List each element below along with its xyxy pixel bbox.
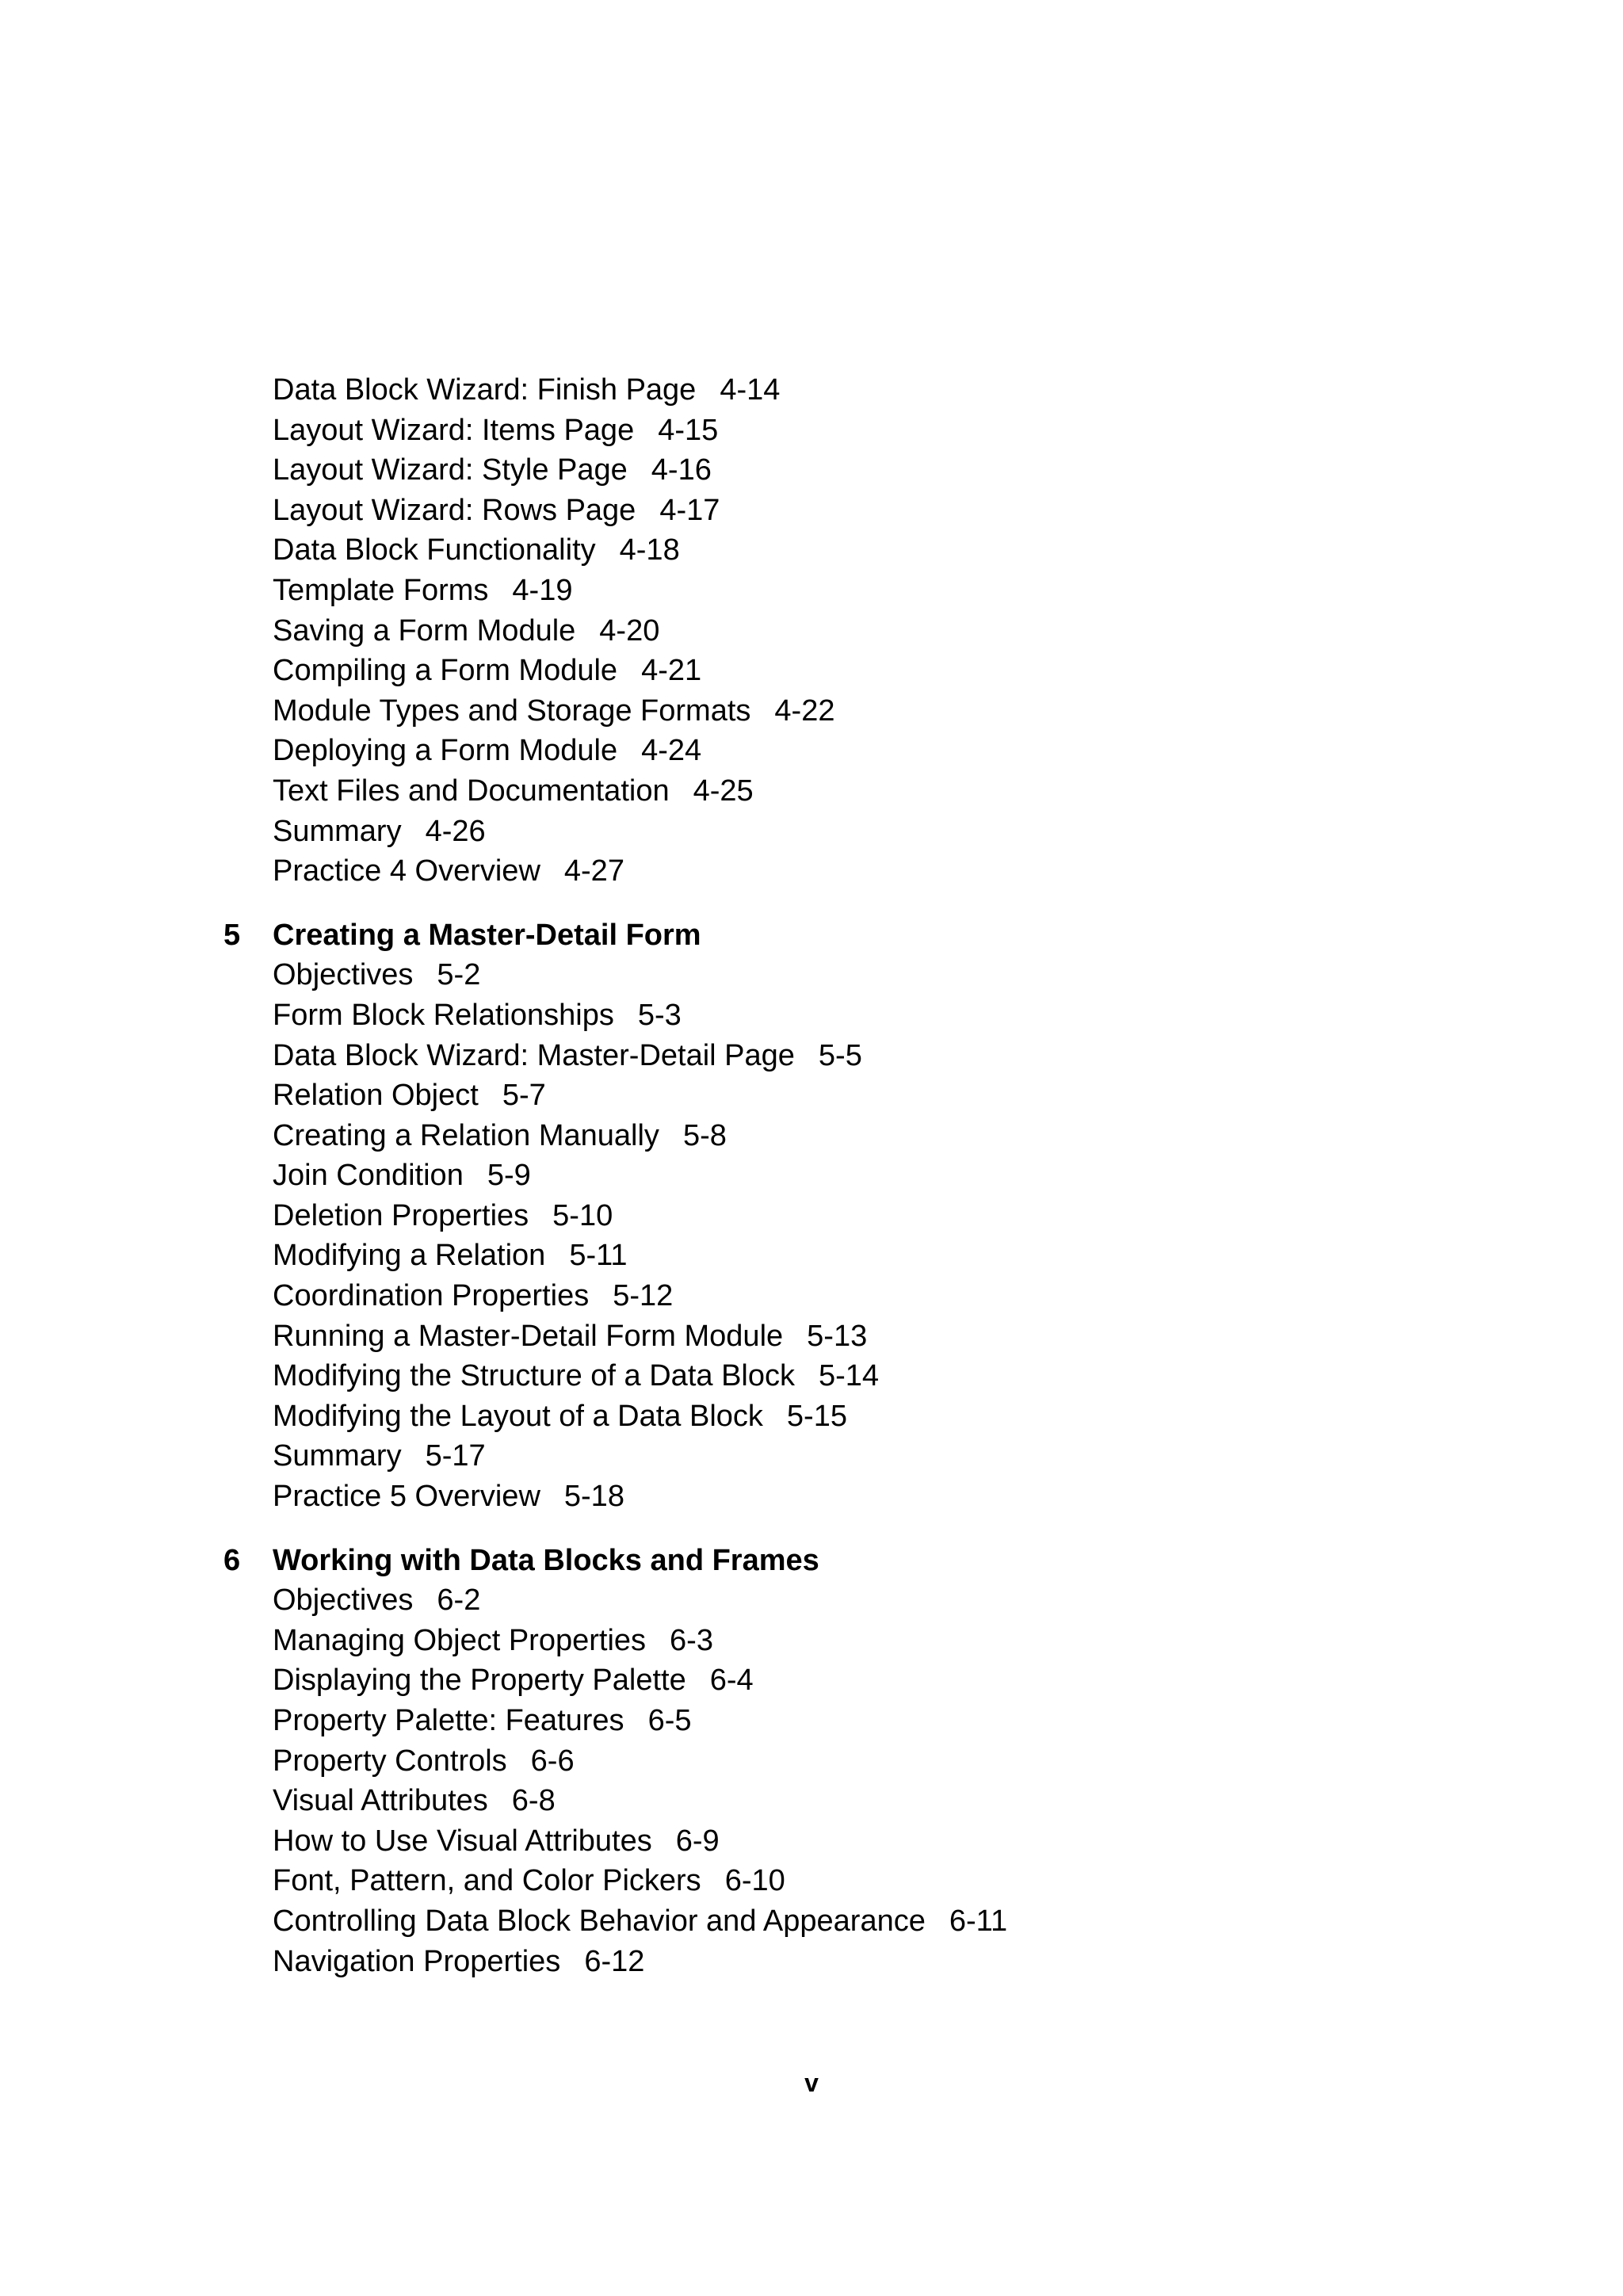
toc-entry-title: Displaying the Property Palette xyxy=(273,1664,686,1698)
toc-entry-text xyxy=(273,1781,556,1821)
toc-entry-title: Modifying the Layout of a Data Block xyxy=(273,1399,763,1433)
toc-entry-title: Data Block Functionality xyxy=(273,533,596,567)
toc-entry-text xyxy=(273,1356,879,1396)
toc-entry-text xyxy=(273,1861,785,1901)
chapter-title: Creating a Master-Detail Form xyxy=(273,918,701,952)
toc-entry[interactable] xyxy=(223,571,1412,611)
toc-entry-title: Creating a Relation Manually xyxy=(273,1118,659,1152)
toc-entry[interactable] xyxy=(223,1701,1412,1741)
toc-entry-page: 4-18 xyxy=(619,533,680,567)
toc-entry[interactable] xyxy=(223,1477,1412,1517)
toc-entry-title: Objectives xyxy=(273,958,414,992)
toc-entry-page: 5-15 xyxy=(786,1399,847,1433)
toc-entry-text xyxy=(273,530,680,571)
toc-entry[interactable] xyxy=(223,411,1412,451)
chapter-number: 6 xyxy=(223,1543,241,1577)
toc-entry-page: 4-16 xyxy=(651,453,712,487)
toc-entry-text xyxy=(273,1660,754,1701)
toc-entry[interactable] xyxy=(223,1356,1412,1396)
toc-entry-title: Coordination Properties xyxy=(273,1279,590,1313)
toc-entry-page: 6-5 xyxy=(647,1704,692,1737)
toc-entry-title: Summary xyxy=(273,814,402,848)
toc-entry-title: Layout Wizard: Rows Page xyxy=(273,493,636,527)
toc-entry-title: Data Block Wizard: Finish Page xyxy=(273,373,697,407)
toc-entry-title: How to Use Visual Attributes xyxy=(273,1824,652,1858)
toc-entry-page: 5-8 xyxy=(682,1118,727,1152)
toc-entry[interactable] xyxy=(223,1861,1412,1901)
toc-entry-page: 4-14 xyxy=(720,373,781,407)
toc-entry-title: Compiling a Form Module xyxy=(273,654,618,688)
toc-entry-text xyxy=(273,1942,644,1982)
toc-entry[interactable] xyxy=(223,1821,1412,1862)
toc-entry-page: 4-21 xyxy=(641,654,702,688)
toc-entry[interactable] xyxy=(223,812,1412,852)
toc-entry-text xyxy=(273,1156,531,1196)
toc-entry-text xyxy=(273,1580,480,1621)
toc-entry-text xyxy=(273,1741,575,1782)
toc-entry-title: Relation Object xyxy=(273,1079,479,1113)
toc-entry-text xyxy=(273,995,682,1036)
toc-entry-title: Modifying the Structure of a Data Block xyxy=(273,1359,795,1393)
toc-entry-text xyxy=(273,731,701,771)
toc-entry[interactable] xyxy=(223,691,1412,732)
toc-entry[interactable] xyxy=(223,995,1412,1036)
toc-entry-title: Module Types and Storage Formats xyxy=(273,693,751,728)
toc-entry-text xyxy=(273,651,701,691)
toc-entry-page: 4-27 xyxy=(563,854,624,888)
toc-entry-page: 6-10 xyxy=(724,1864,785,1898)
toc-entry-text xyxy=(273,1701,691,1741)
toc-entry[interactable] xyxy=(223,611,1412,651)
toc-entry[interactable] xyxy=(223,1236,1412,1276)
toc-entry[interactable] xyxy=(223,771,1412,812)
toc-entry-page: 4-20 xyxy=(599,613,660,648)
toc-entry-text xyxy=(273,1621,713,1661)
toc-entry-text xyxy=(273,1196,613,1236)
toc-entry-page: 6-6 xyxy=(530,1744,575,1778)
toc-entry-title: Deploying a Form Module xyxy=(273,734,618,768)
toc-entry-title: Modifying a Relation xyxy=(273,1239,546,1273)
chapter-heading xyxy=(223,915,1412,956)
page-number: v xyxy=(804,2069,819,2097)
toc-entry[interactable] xyxy=(223,731,1412,771)
chapter-heading xyxy=(223,1541,1412,1581)
toc-entry-page: 5-5 xyxy=(818,1038,862,1072)
toc-entry-title: Template Forms xyxy=(273,573,489,607)
chapter-number: 5 xyxy=(223,918,241,952)
toc-entry-title: Layout Wizard: Style Page xyxy=(273,453,628,487)
toc-entry-title: Deletion Properties xyxy=(273,1198,529,1232)
toc-entry-text xyxy=(273,1436,486,1477)
toc-entry-page: 4-19 xyxy=(512,573,573,607)
toc-entry-page: 6-12 xyxy=(584,1944,645,1978)
toc-entry-page: 5-18 xyxy=(563,1480,624,1514)
toc-entry-text xyxy=(273,851,624,892)
toc-entry-page: 6-9 xyxy=(675,1824,720,1858)
toc-entry-title: Practice 5 Overview xyxy=(273,1480,540,1514)
toc-entry-text xyxy=(273,1396,847,1437)
toc-entry-text xyxy=(273,1821,720,1862)
toc-entry-page: 4-26 xyxy=(425,814,486,848)
toc-entry-text xyxy=(273,1116,727,1156)
toc-entry-page: 4-17 xyxy=(659,493,720,527)
toc-entry[interactable] xyxy=(223,1075,1412,1116)
toc-entry-title: Data Block Wizard: Master-Detail Page xyxy=(273,1038,795,1072)
toc-entry-title: Running a Master-Detail Form Module xyxy=(273,1319,784,1353)
toc-entry-page: 6-8 xyxy=(511,1784,556,1818)
toc-entry-page: 5-10 xyxy=(552,1198,613,1232)
toc-entry[interactable] xyxy=(223,1316,1412,1357)
toc-entry-text xyxy=(273,1075,546,1116)
toc-entry-text xyxy=(273,1316,867,1357)
toc-entry-title: Controlling Data Block Behavior and Appearance xyxy=(273,1904,926,1938)
toc-entry-title: Managing Object Properties xyxy=(273,1623,647,1657)
toc-entry-title: Objectives xyxy=(273,1584,414,1618)
toc-entry-title: Form Block Relationships xyxy=(273,998,614,1032)
toc-entry-text xyxy=(273,1236,628,1276)
toc-entry-text xyxy=(273,1901,1007,1942)
toc-entry[interactable] xyxy=(223,1781,1412,1821)
toc-entry-title: Visual Attributes xyxy=(273,1784,488,1818)
toc-entry-title: Font, Pattern, and Color Pickers xyxy=(273,1864,701,1898)
toc-entry[interactable] xyxy=(223,1660,1412,1701)
toc-entry-page: 6-11 xyxy=(949,1904,1008,1938)
toc-entry-page: 5-17 xyxy=(425,1439,486,1473)
toc-entry[interactable] xyxy=(223,1436,1412,1477)
toc-entry-page: 5-11 xyxy=(569,1239,628,1273)
toc-entry-text xyxy=(273,955,480,995)
toc-entry-text xyxy=(273,571,572,611)
toc-entry-page: 6-3 xyxy=(670,1623,713,1657)
toc-entry-title: Navigation Properties xyxy=(273,1944,561,1978)
toc-entry-page: 4-25 xyxy=(693,774,754,808)
toc-entry[interactable] xyxy=(223,851,1412,892)
toc-entry-page: 5-13 xyxy=(807,1319,868,1353)
toc-entry-page: 4-22 xyxy=(774,693,835,728)
toc-entry-title: Property Controls xyxy=(273,1744,507,1778)
toc-entry-page: 4-24 xyxy=(641,734,702,768)
toc-entry-page: 6-2 xyxy=(437,1584,481,1618)
toc-entry-page: 4-15 xyxy=(658,413,719,447)
toc-entry-text xyxy=(273,1477,624,1517)
toc-entry[interactable] xyxy=(223,651,1412,691)
toc-entry-page: 5-7 xyxy=(502,1079,546,1113)
toc-entry-page: 6-4 xyxy=(709,1664,754,1698)
toc-entry-page: 5-2 xyxy=(437,958,481,992)
toc-entry-title: Practice 4 Overview xyxy=(273,854,540,888)
toc-entry-text xyxy=(273,450,712,491)
toc-entry-text xyxy=(273,812,486,852)
toc-entry[interactable] xyxy=(223,491,1412,531)
toc-entry[interactable] xyxy=(223,1741,1412,1782)
toc-entry-text xyxy=(273,771,754,812)
toc-entry[interactable] xyxy=(223,450,1412,491)
toc-entry[interactable] xyxy=(223,1901,1412,1942)
toc-entry-text xyxy=(273,411,718,451)
toc-entry[interactable] xyxy=(223,1396,1412,1437)
toc-entry-text xyxy=(273,1276,673,1316)
toc-entry[interactable] xyxy=(223,1276,1412,1316)
toc-list xyxy=(223,370,1412,1981)
toc-entry-title: Saving a Form Module xyxy=(273,613,576,648)
toc-entry[interactable] xyxy=(223,370,1412,411)
toc-entry-title: Text Files and Documentation xyxy=(273,774,670,808)
toc-entry-text xyxy=(273,491,720,531)
toc-entry-page: 5-9 xyxy=(487,1159,531,1193)
toc-entry-title: Property Palette: Features xyxy=(273,1704,624,1737)
toc-entry[interactable] xyxy=(223,1580,1412,1621)
toc-entry-page: 5-14 xyxy=(819,1359,880,1393)
toc-entry[interactable] xyxy=(223,1621,1412,1661)
toc-entry-text xyxy=(273,370,780,411)
toc-entry-title: Layout Wizard: Items Page xyxy=(273,413,635,447)
toc-entry-text xyxy=(273,611,659,651)
toc-entry-text xyxy=(273,1036,862,1076)
toc-entry[interactable] xyxy=(223,1036,1412,1076)
toc-entry-text xyxy=(273,691,834,732)
toc-entry-title: Summary xyxy=(273,1439,402,1473)
toc-entry[interactable] xyxy=(223,955,1412,995)
toc-entry-page: 5-12 xyxy=(613,1279,674,1313)
toc-entry[interactable] xyxy=(223,530,1412,571)
toc-entry[interactable] xyxy=(223,1156,1412,1196)
chapter-title: Working with Data Blocks and Frames xyxy=(273,1543,819,1577)
toc-entry-page: 5-3 xyxy=(637,998,682,1032)
toc-entry[interactable] xyxy=(223,1196,1412,1236)
toc-entry[interactable] xyxy=(223,1116,1412,1156)
toc-entry-title: Join Condition xyxy=(273,1159,464,1193)
toc-entry[interactable] xyxy=(223,1942,1412,1982)
